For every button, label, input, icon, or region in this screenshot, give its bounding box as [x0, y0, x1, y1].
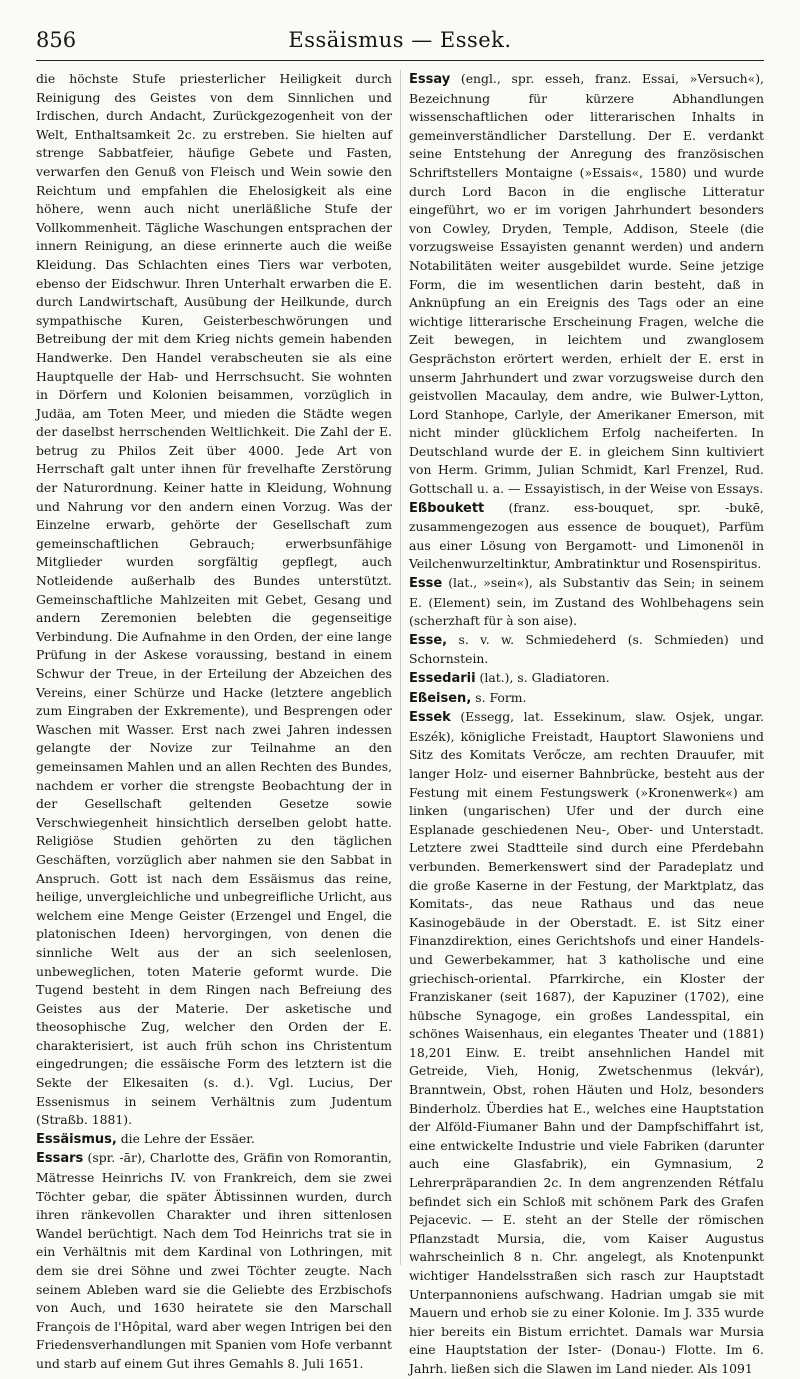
entry-headword: Essek — [409, 710, 451, 726]
entry-essedarii — [409, 669, 764, 689]
entry-text: (Essegg, lat. Essekinum, slaw. Osjek, ungar. Eszék), königliche Freistadt, Hauptort Slawoniens und Sitz des Komitats Verőcze, am rechten Drauufer, mit langer Holz- und eiserner Bahnbrücke, besteht aus der Festung mit einem Festungswerk (»Kronenwerk«) am linken (ungarischen) Ufer und der durch eine Esplanade geschiedenen Neu-, Ober- und Unterstadt. Letztere zwei Stadtteile sind durch eine Pferdebahn verbunden. Bemerkenswert sind der Paradeplatz und die große Kaserne in der Festung, der Marktplatz, das Komitats-, das neue Rathaus und das neue Kasinogebäude in der Oberstadt. E. ist Sitz einer Finanzdirektion, eines Gerichtshofs und einer Handels- und Gewerbekammer, hat 3 katholische und eine griechisch-oriental. Pfarrkirche, ein Kloster der Franziskaner (seit 1687), der Kapuziner (1702), eine hübsche Synagoge, ein großes Landesspital, ein schönes Waisenhaus, ein elegantes Theater und (1881) 18,201 Einw. E. treibt ansehnlichen Handel mit Getreide, Vieh, Honig, Zwetschenmus (lekvár), Branntwein, Obst, rohen Häuten und Holz, besonders Binderholz. Überdies hat E., welches eine Hauptstation der Alföld-Fiumaner Bahn und der Dampfschiffahrt ist, eine entwickelte Industrie und viele Fabriken (darunter auch eine Glasfabrik), ein Gymnasium, 2 Lehrerpräparandien 2c. In dem angrenzenden Rétfalu befindet sich ein Schloß mit schönem Park des Grafen Pejacevic. — E. steht an der Stelle der römischen Pflanzstadt Mursia, die, vom Kaiser Augustus wahrscheinlich 8 n. Chr. angelegt, als Knotenpunkt wichtiger Handelsstraßen sich rasch zur Hauptstadt Unterpannoniens aufschwang. Hadrian umgab sie mit Mauern und erhob sie zu einer Kolonie. Im J. 335 wurde hier bereits ein Bistum errichtet. Damals war Mursia eine Hauptstation der Ister- (Donau-) Flotte. Im 6. Jahrh. ließen sich die Slawen im Land nieder. Als 1091 — [409, 709, 764, 1376]
text-columns — [36, 70, 764, 1376]
entry-headword: Esse, — [409, 632, 448, 648]
entry-headword: Essay — [409, 72, 451, 87]
entry-esseisen — [409, 689, 764, 709]
continued-entry-text: die höchste Stufe priesterlicher Heiligkeit durch Reinigung des Geistes von dem Sinnlichen und Irdischen, durch Andacht, Zurückgezogenheit von der Welt, Enthaltsamkeit 2c. zu erstreben. Sie hielten auf strenge Sabbatfeier, häufige Gebete und Fasten, verwarfen den Genuß von Fleisch und Wein sowie den Reichtum und empfahlen die Ehelosigkeit als eine höhere, wenn auch nicht unerläßliche Stufe der Vollkommenheit. Tägliche Waschungen entsprachen der innern Reinigung, an diese erinnerte auch die weiße Kleidung. Das Schlachten eines Tiers war verboten, ebenso der Eidschwur. Ihren Unterhalt erwarben die E. durch Landwirtschaft, Ausübung der Heilkunde, durch sympathische Kuren, Geisterbeschwörungen und Betreibung der mit dem Krieg nichts gemein habenden Handwerke. Den Handel verabscheuten sie als eine Hauptquelle der Hab- und Herrschsucht. Sie wohnten in Dörfern und Kolonien beisammen, vorzüglich in Judäa, am Toten Meer, und mieden die Städte wegen der daselbst herrschenden Weltlichkeit. Die Zahl der E. betrug zu Philos Zeit über 4000. Jede Art von Herrschaft galt unter ihnen für frevelhafte Zerstörung der Naturordnung. Keiner hatte in Kleidung, Wohnung und Nahrung vor den andern einen Vorzug. Was der Einzelne erwarb, gehörte der Gesellschaft zum gemeinschaftlichen Gebrauch; erwerbsunfähige Mitglieder wurden sorgfältig gepflegt, auch Notleidende außerhalb des Bundes unterstützt. Gemeinschaftliche Mahlzeiten mit Gebet, Gesang und andern Zeremonien belebten die gegenseitige Verbindung. Die Aufnahme in den Orden, der eine lange Prüfung in der Askese voraussing, bestand in einem Schwur der Treue, in der Erteilung der Abzeichen des Vereins, einer Schürze und Hacke (letztere angeblich zum Eingraben der Exkremente), und Besprengen oder Waschen mit Wasser. Erst nach zwei Jahren indessen gelangte der Novize zur Teilnahme an den gemeinsamen Mahlen und an allen Rechten des Bundes, nachdem er vorher die strengste Beobachtung der in der Gesellschaft geltenden Gesetze sowie Verschwiegenheit hinsichtlich derselben gelobt hatte. Religiöse Studien gehörten zu den täglichen Geschäften, vorzüglich aber nahmen sie den Sabbat in Anspruch. Gott ist nach dem Essäismus das reine, heilige, unvergleichliche und unbegreifliche Urlicht, aus welchem eine Menge Geister (Erzengel und Engel, die platonischen Ideen) hervorgingen, von denen die sinnliche Welt aus der an sich seelenlosen, unbeweglichen, toten Materie geformt wurde. Die Tugend besteht in dem Ringen nach Befreiung des Geistes aus der Materie. Der asketische und theosophische Zug, welcher den Orden der E. charakterisiert, ist auch früh schon ins Christentum eingedrungen; die essäische Form des letztern ist die Sekte der Elkesaiten (s. d.). Vgl. Lucius, Der Essenismus in seinem Verhältnis zum Judentum (Straßb. 1881). — [36, 71, 393, 1128]
left-column — [36, 70, 400, 1371]
entry-text: (lat.), s. Gladiatoren. — [475, 670, 610, 685]
entry-essboukett — [409, 499, 764, 574]
page-header — [36, 20, 764, 61]
entry-esse-lat — [409, 574, 764, 631]
entry-text: s. v. w. Schmiedeherd (s. Schmieden) und Schornstein. — [409, 631, 764, 667]
entry-headword: Eßboukett — [409, 500, 485, 516]
page-number: 856 — [36, 28, 77, 52]
entry-headword: Esse — [409, 576, 443, 592]
entry-text: (spr. -ār), Charlotte des, Gräfin von Romorantin, Mätresse Heinrichs IV. von Frankreich, dem sie zwei Töchter gebar, die später Äbtissinnen wurden, durch ihren ränkevollen Charakter und ihren sittenlosen Wandel berüchtigt. Nach dem Tod Heinrichs trat sie in ein Verhältnis mit dem Kardinal von Lothringen, mit dem sie drei Söhne und zwei Töchter zeugte. Nach seinem Ableben ward sie die Geliebte des Erzbischofs von Auch, und 1630 heiratete sie den Marschall François de l'Hôpital, ward aber wegen Intrigen bei den Friedensverhandlungen mit Spanien vom Hofe verbannt und starb auf einem Gut ihres Gemahls 8. Juli 1651. — [36, 1150, 392, 1371]
running-title: Essäismus — Essek. — [288, 28, 512, 52]
entry-headword: Essedarii — [409, 671, 476, 686]
entry-headword: Essars — [36, 1151, 84, 1167]
right-column — [400, 70, 764, 1376]
entry-essars — [36, 1149, 392, 1373]
entry-headword: Eßeisen, — [409, 690, 472, 706]
entry-text: (lat., »sein«), als Substantiv das Sein; in seinem E. (Element) sein, im Zustand des Wohlbehagens sein (scherzhaft für à son aise). — [409, 575, 764, 629]
entry-esse — [409, 631, 764, 669]
entry-essay — [409, 70, 764, 499]
entry-text: s. Form. — [471, 689, 527, 705]
entry-essek — [409, 708, 764, 1378]
entry-text: (engl., spr. esseh, franz. Essai, »Versuch«), Bezeichnung für kürzere Abhandlungen wissenschaftlichen oder litterarischen Inhalts in gemeinverständlicher Darstellung. Der E. verdankt seine Entstehung der Anregung des französischen Schriftstellers Montaigne (»Essais«, 1580) und wurde durch Lord Bacon in die englische Litteratur eingeführt, wo er im vorigen Jahrhundert besonders von Cowley, Dryden, Temple, Addison, Steele (die vorzugsweise Essayisten genannt werden) und andern Notabilitäten weiter ausgebildet wurde. Seine jetzige Form, die im wesentlichen darin besteht, daß in Anknüpfung an ein Ereignis des Tags oder an eine wichtige litterarische Erscheinung Fragen, welche die Zeit bewegen, in leichtem und zwanglosem Gesprächston erörtert werden, erhielt der E. erst in unserm Jahrhundert und zwar vorzugsweise durch den geistvollen Macaulay, dem andre, wie Bulwer-Lytton, Lord Stanhope, Carlyle, der Amerikaner Emerson, mit nicht minder glücklichem Erfolg nacheiferten. In Deutschland wurde der E. in gleichem Sinn kultiviert von Herm. Grimm, Julian Schmidt, Karl Frenzel, Rud. Gottschall u. a. — Essayistisch, in der Weise von Essays. — [409, 71, 764, 497]
entry-text: (franz. ess-bouquet, spr. -bukē, zusammengezogen aus essence de bouquet), Parfüm aus einer Lösung von Bergamott- und Limonenöl in Veilchenwurzeltinktur, Ambratinktur und Rosenspiritus. — [409, 499, 764, 572]
entry-headword: Essäismus, — [36, 1131, 117, 1147]
entry-essaismus — [36, 1130, 392, 1150]
entry-text: die Lehre der Essäer. — [116, 1130, 255, 1146]
